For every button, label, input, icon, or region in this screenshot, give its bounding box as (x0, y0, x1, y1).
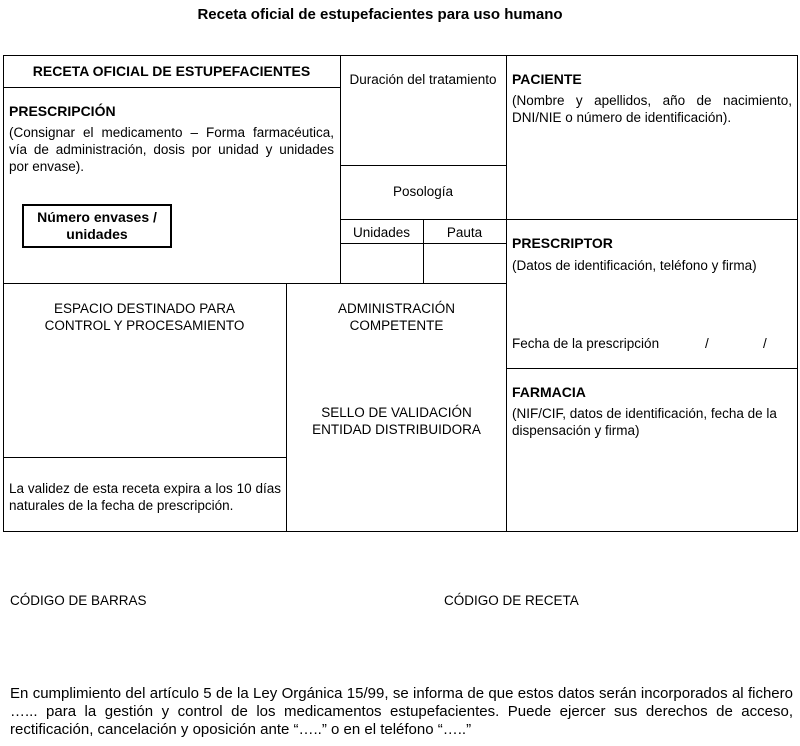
pharmacy-instructions: (NIF/CIF, datos de identificación, fecha de la dispensación y firma) (512, 406, 777, 438)
seal-label-line2: ENTIDAD DISTRIBUIDORA (312, 422, 481, 437)
units-field[interactable] (341, 244, 423, 283)
validation-seal-label (287, 404, 506, 438)
date-separator-2: / (763, 336, 767, 351)
barcode-label: CÓDIGO DE BARRAS (10, 593, 147, 608)
control-area-label (3, 300, 286, 334)
seal-label-line1: SELLO DE VALIDACIÓN (321, 405, 472, 420)
prescriber-instructions: (Datos de identificación, teléfono y firma) (512, 258, 757, 273)
prescription-header-line (3, 87, 340, 88)
validity-top-line (3, 457, 286, 458)
middle-row-line (3, 283, 506, 284)
administration-label-line2: COMPETENTE (349, 318, 444, 333)
administration-label-line1: ADMINISTRACIÓN (337, 301, 455, 316)
pharmacy-title: FARMACIA (512, 384, 586, 400)
border-left (3, 55, 4, 532)
duration-line (340, 165, 506, 166)
document-title: Receta oficial de estupefacientes para uso humano (197, 6, 563, 23)
patient-title: PACIENTE (512, 71, 582, 87)
date-separator-1: / (705, 336, 709, 351)
prescription-date-label: Fecha de la prescripción (512, 336, 660, 351)
control-label-line2: CONTROL Y PROCESAMIENTO (44, 318, 245, 333)
prescription-form-header: RECETA OFICIAL DE ESTUPEFACIENTES (32, 63, 311, 79)
patient-bottom-line (506, 219, 798, 220)
pauta-field[interactable] (424, 244, 506, 283)
control-label-line1: ESPACIO DESTINADO PARA (53, 301, 236, 316)
posology-line (340, 219, 506, 220)
envases-label-line1: Número envases / (37, 209, 157, 225)
legal-notice: En cumplimiento del artículo 5 de la Ley Orgánica 15/99, se informa de que estos datos serán incorporados al fichero …... para la gestión y control de los medicamentos estupefacientes. Puede ejercer sus derechos de acceso, rectificación, cancelación y oposición ante “…..” o en el teléfono “…..” (10, 685, 793, 738)
units-label: Unidades (352, 225, 411, 240)
border-bottom (3, 531, 798, 532)
prescription-instructions: (Consignar el medicamento – Forma farmacéutica, vía de administración, dosis por unidad y unidades por envase). (9, 125, 334, 174)
posology-label: Posología (392, 184, 454, 199)
validity-text: La validez de esta receta expira a los 10 días naturales de la fecha de prescripción. (9, 481, 281, 513)
patient-instructions: (Nombre y apellidos, año de nacimiento, DNI/NIE o número de identificación). (512, 93, 792, 125)
duration-label: Duración del tratamiento (349, 72, 497, 87)
administration-label (287, 300, 506, 334)
border-top (3, 55, 798, 56)
envases-box[interactable] (22, 204, 172, 248)
divider-right-column (506, 55, 507, 532)
prescriber-title: PRESCRIPTOR (512, 235, 613, 251)
border-right (797, 55, 798, 532)
recipe-code-label: CÓDIGO DE RECETA (444, 593, 579, 608)
prescription-section-title: PRESCRIPCIÓN (9, 103, 116, 119)
envases-label-line2: unidades (66, 226, 128, 242)
prescriber-bottom-line (506, 368, 798, 369)
pauta-label: Pauta (446, 225, 483, 240)
